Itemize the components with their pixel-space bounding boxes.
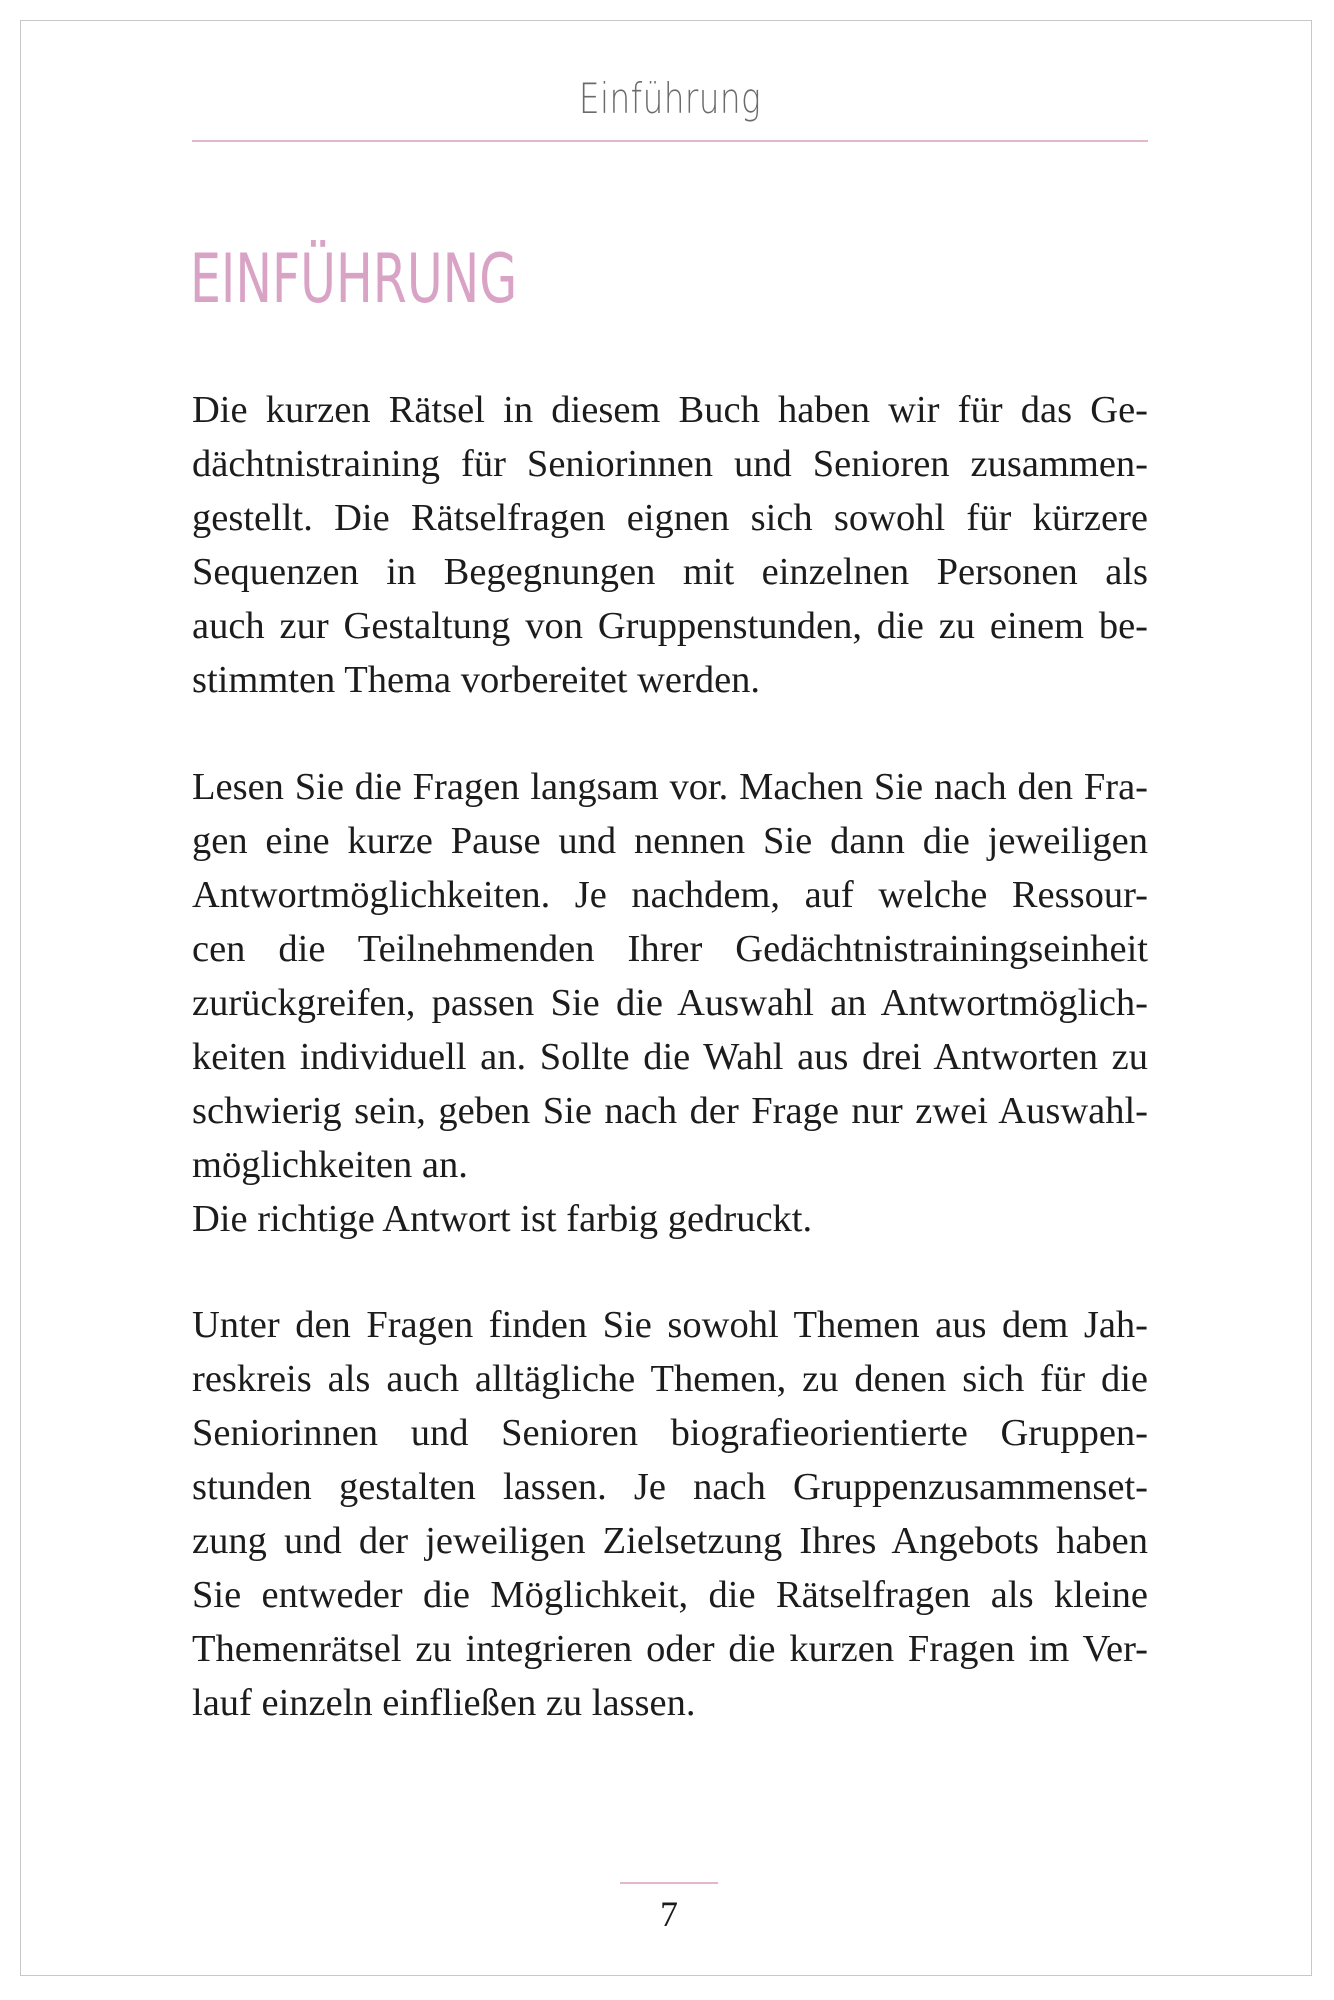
chapter-title: EINFÜHRUNG: [190, 240, 518, 319]
text-line: reskreis als auch alltägliche Themen, zu denen sich für die: [192, 1358, 1148, 1400]
text-line: Sie entweder die Möglichkeit, die Rätselfragen als kleine: [192, 1574, 1148, 1616]
text-line: Seniorinnen und Senioren biografieorientierte Gruppen-: [192, 1412, 1148, 1454]
header-divider: [192, 140, 1148, 142]
text-line: gestellt. Die Rätselfragen eignen sich sowohl für kürzere: [192, 497, 1148, 539]
page-number: 7: [660, 1894, 678, 1934]
text-line: Die kurzen Rätsel in diesem Buch haben wir für das Ge-: [192, 389, 1148, 431]
running-header-title: Einführung: [578, 74, 762, 123]
text-line: Antwortmöglichkeiten. Je nachdem, auf welche Ressour-: [192, 874, 1148, 916]
text-line: cen die Teilnehmenden Ihrer Gedächtnistrainingseinheit: [192, 928, 1148, 970]
text-line: stunden gestalten lassen. Je nach Gruppenzusammenset-: [192, 1466, 1148, 1508]
footer-divider: [620, 1882, 718, 1884]
paragraph-1: [192, 383, 1148, 707]
text-line: stimmten Thema vorbereitet werden.: [192, 659, 761, 701]
text-line: lauf einzeln einfließen zu lassen.: [192, 1682, 696, 1724]
text-line: dächtnistraining für Seniorinnen und Senioren zusammen-: [192, 443, 1148, 485]
text-line: Themenrätsel zu integrieren oder die kurzen Fragen im Ver-: [192, 1628, 1148, 1670]
text-line: Unter den Fragen finden Sie sowohl Themen aus dem Jah-: [192, 1304, 1148, 1346]
text-line: gen eine kurze Pause und nennen Sie dann die jeweiligen: [192, 820, 1148, 862]
text-line: schwierig sein, geben Sie nach der Frage nur zwei Auswahl-: [192, 1090, 1148, 1132]
text-line: Lesen Sie die Fragen langsam vor. Machen Sie nach den Fra-: [192, 766, 1148, 808]
paragraph-3: [192, 1298, 1148, 1730]
text-line: zung und der jeweiligen Zielsetzung Ihres Angebots haben: [192, 1520, 1148, 1562]
text-line: zurückgreifen, passen Sie die Auswahl an Antwortmöglich-: [192, 982, 1148, 1024]
paragraph-2: [192, 760, 1148, 1246]
text-line: möglichkeiten an.: [192, 1144, 468, 1186]
text-line: keiten individuell an. Sollte die Wahl aus drei Antworten zu: [192, 1036, 1148, 1078]
text-line: auch zur Gestaltung von Gruppenstunden, die zu einem be-: [192, 605, 1148, 647]
text-line: Die richtige Antwort ist farbig gedruckt.: [192, 1198, 813, 1240]
text-line: Sequenzen in Begegnungen mit einzelnen Personen als: [192, 551, 1148, 593]
